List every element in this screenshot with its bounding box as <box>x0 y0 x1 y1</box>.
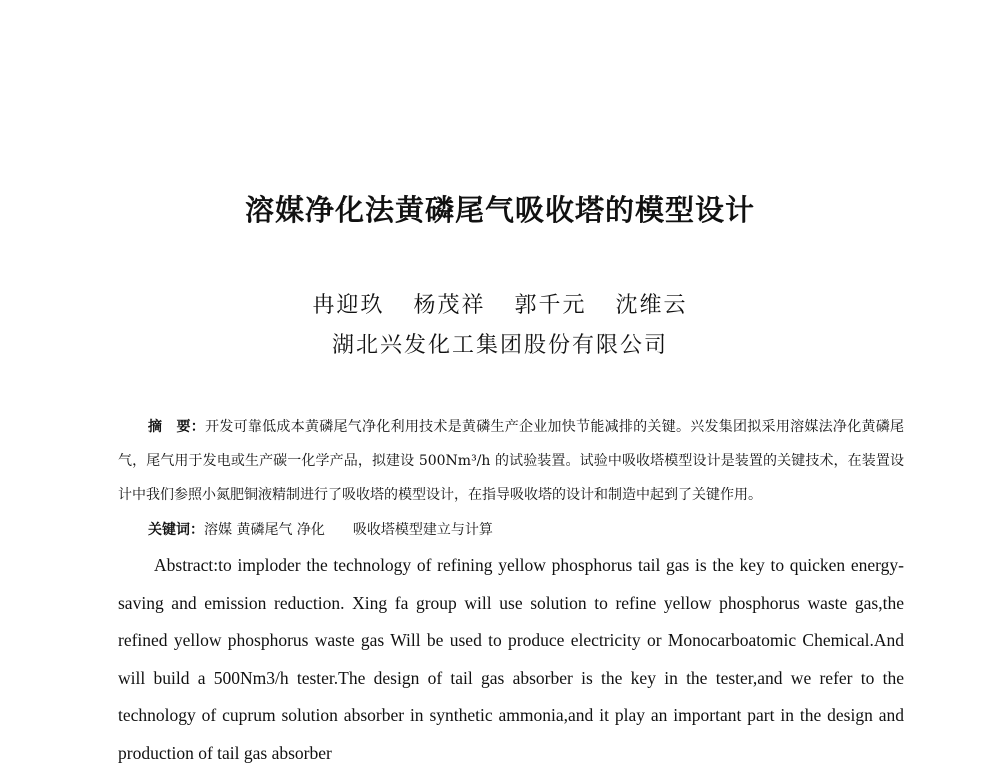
author-affiliation: 湖北兴发化工集团股份有限公司 <box>331 333 668 358</box>
abstract-text: 开发可靠低成本黄磷尾气净化利用技术是黄磷生产企业加快节能减排的关键。兴发集团拟采用溶媒法净化黄磷尾气，尾气用于发电或生产碳一化学产品，拟建设 500Nm³/h 的试验装置。试验中吸收塔模型设计是装置的关键技术，在装置设计中我们参照小氮肥铜液精制进行了吸收塔的模型设计，在指导吸收塔的设计和制造中起到了关键作用。 <box>118 419 904 503</box>
author-name: 沈维云 <box>615 293 688 318</box>
author-name: 杨茂祥 <box>413 293 486 318</box>
abstract-label: 摘 要： <box>148 419 206 435</box>
paper-title: 溶媒净化法黄磷尾气吸收塔的模型设计 <box>244 193 755 227</box>
author-list <box>0 288 1000 319</box>
keywords-label: 关键词： <box>148 522 204 538</box>
author-name: 冉迎玖 <box>312 293 385 318</box>
english-abstract: Abstract:to imploder the technology of refining yellow phosphorus tail gas is the key to quicken energy-saving and emission reduction. Xing fa group will use solution to refine yellow phosphorus waste gas,the refined yellow phosphorus waste gas Will be used to produce electricity or Monocarboatomic Chemical.And will build a 500Nm3/h tester.The design of tail gas absorber is the key in the tester,and we refer to the technology of cuprum solution absorber in synthetic ammonia,and it play an important part in the design and production of tail gas absorber <box>118 555 904 763</box>
chinese-abstract <box>118 410 904 512</box>
author-name: 郭千元 <box>514 293 587 318</box>
keywords <box>148 518 904 542</box>
keywords-text: 溶媒 黄磷尾气 净化 吸收塔模型建立与计算 <box>204 522 493 538</box>
